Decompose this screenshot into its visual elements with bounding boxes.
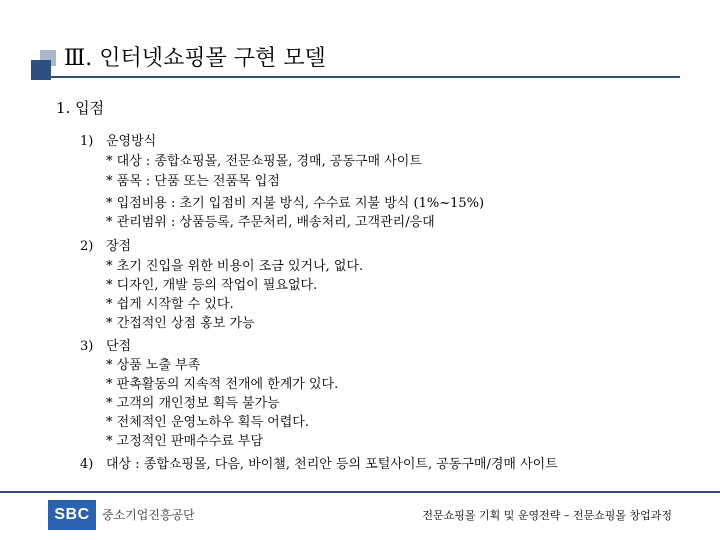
item-number: 4)	[80, 457, 94, 472]
item-heading: 장점	[106, 239, 132, 254]
bullet-line: * 관리범위 : 상품등록, 주문처리, 배송처리, 고객관리/응대	[106, 215, 435, 230]
bullet-line: * 고객의 개인정보 획득 불가능	[106, 396, 280, 411]
bullet-line: * 입점비용 : 초기 입점비 지불 방식, 수수료 지불 방식 (1%~15%)	[106, 196, 485, 211]
bullet-line: * 대상 : 종합쇼핑몰, 전문쇼핑몰, 경매, 공동구매 사이트	[106, 154, 422, 169]
item-heading: 운영방식	[106, 134, 157, 149]
bullet-line: * 품목 : 단품 또는 전품목 입점	[106, 174, 280, 189]
footer-divider	[0, 491, 720, 493]
item-number: 2)	[80, 239, 94, 254]
item-heading: 대상 : 종합쇼핑몰, 다음, 바이챌, 천리안 등의 포털사이트, 공동구매/경매 사이트	[106, 457, 558, 472]
footer-course-title: 전문쇼핑몰 기획 및 운영전략 – 전문쇼핑몰 창업과정	[422, 509, 672, 522]
section-title: 1. 입점	[56, 99, 105, 117]
item-number: 1)	[80, 134, 94, 149]
bullet-line: * 전체적인 운영노하우 획득 어렵다.	[106, 415, 309, 430]
sbc-logo: SBC	[48, 500, 96, 530]
bullet-line: * 상품 노출 부족	[106, 358, 201, 373]
bullet-line: * 판촉활동의 지속적 전개에 한계가 있다.	[106, 377, 339, 392]
item-number: 3)	[80, 339, 94, 354]
bullet-line: * 쉽게 시작할 수 있다.	[106, 297, 234, 312]
bullet-line: * 고정적인 판매수수료 부담	[106, 434, 264, 449]
organization-name: 중소기업진흥공단	[102, 508, 195, 522]
bullet-line: * 디자인, 개발 등의 작업이 필요없다.	[106, 278, 318, 293]
title-underline	[40, 76, 680, 78]
slide-title: Ⅲ. 인터넷쇼핑몰 구현 모델	[64, 46, 326, 71]
bullet-line: * 초기 진입을 위한 비용이 조금 있거나, 없다.	[106, 259, 364, 274]
item-heading: 단점	[106, 339, 132, 354]
bullet-line: * 간접적인 상점 홍보 가능	[106, 316, 255, 331]
